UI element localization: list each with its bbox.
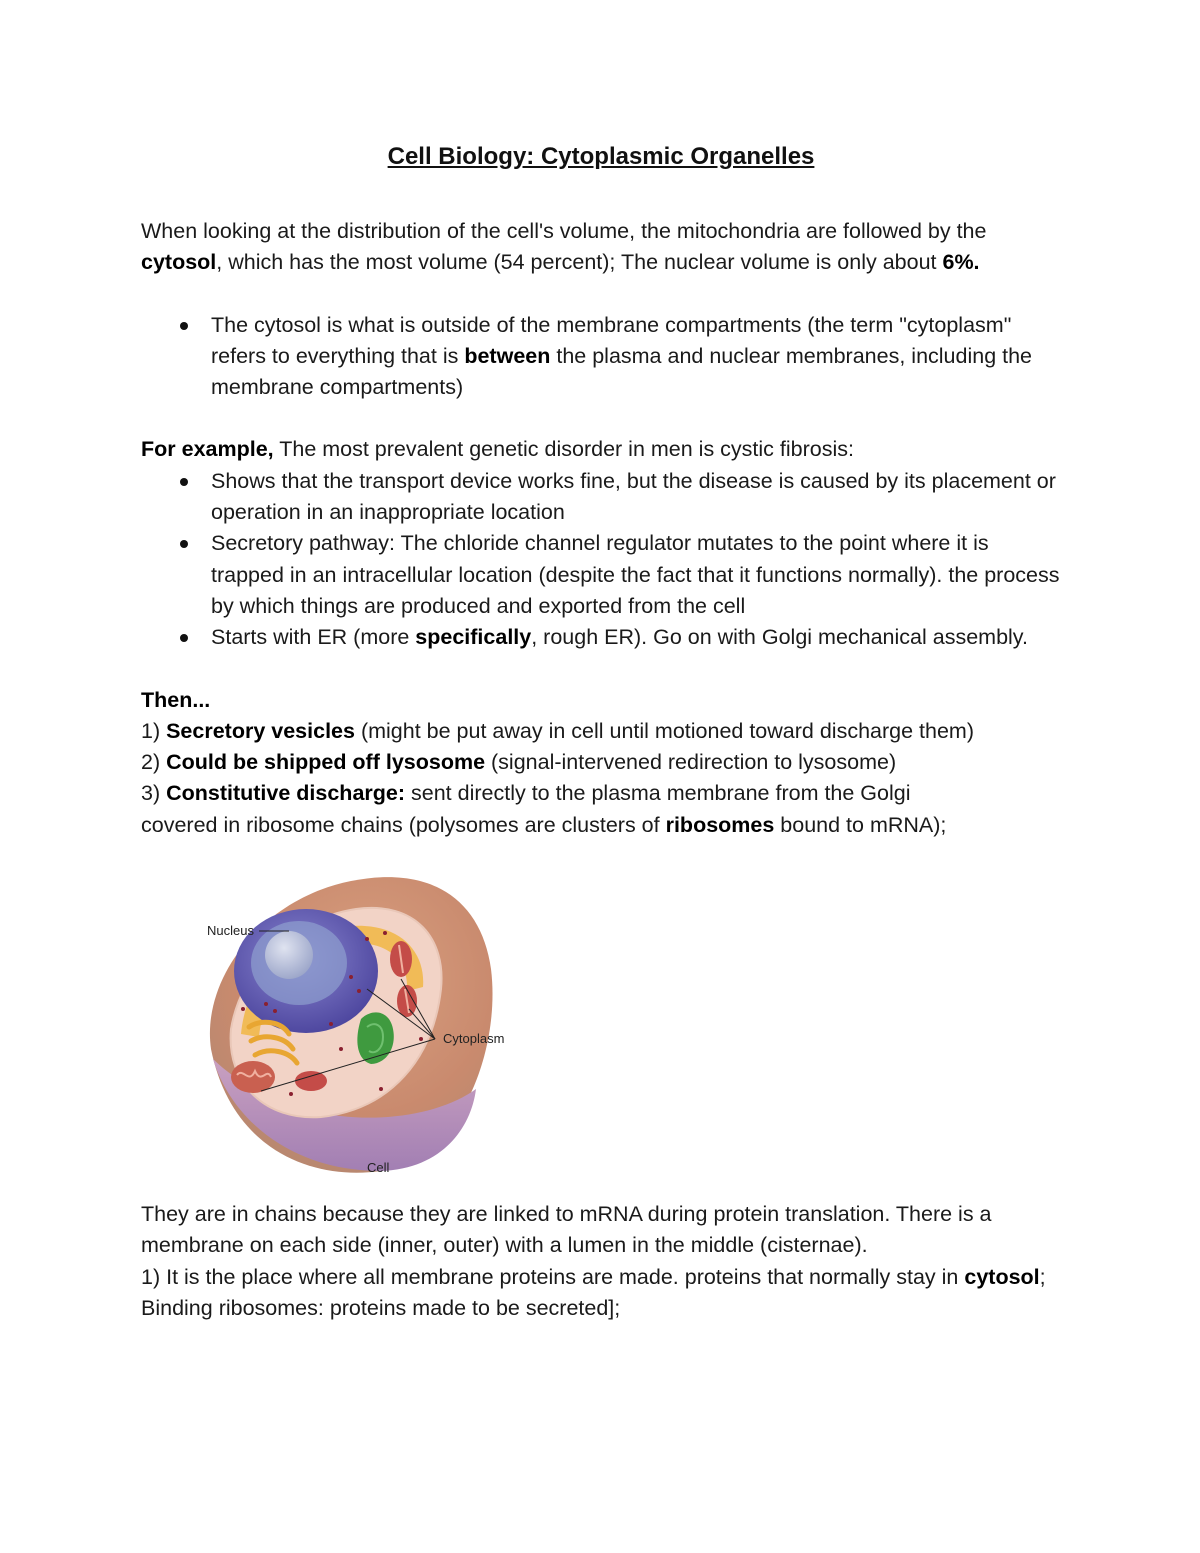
then-item-3: 3) Constitutive discharge: sent directly to the plasma membrane from the Golgi — [141, 781, 911, 806]
page-title: Cell Biology: Cytoplasmic Organelles — [387, 143, 815, 170]
example-bullet-list — [141, 466, 1061, 654]
cell-label: Cell — [367, 1160, 390, 1176]
then-item-1: 1) Secretory vesicles (might be put away in cell until motioned toward discharge them) — [141, 718, 974, 743]
closing-paragraph-1: They are in chains because they are linked to mRNA during protein translation. There is a membrane on each side (inner, outer) with a lumen in the middle (cisternae). — [141, 1202, 992, 1258]
intro-paragraph: When looking at the distribution of the cell's volume, the mitochondria are followed by the cytosol, which has the most volume (54 percent); The nuclear volume is only about 6%. — [141, 219, 987, 275]
list-item: Secretory pathway: The chloride channel regulator mutates to the point where it is trapped in an intracellular location (despite the fact that it functions normally). the process by which things are produced and exported from the cell — [141, 528, 1061, 622]
list-item: The cytosol is what is outside of the membrane compartments (the term "cytoplasm" refers to everything that is between the plasma and nuclear membranes, including the membrane compartments) — [141, 310, 1061, 404]
document-page — [141, 136, 1061, 1324]
cytosol-bullet-list — [141, 310, 1061, 404]
example-paragraph: For example, The most prevalent genetic disorder in men is cystic fibrosis: — [141, 437, 854, 462]
mitochondrion-bottom — [295, 1071, 327, 1091]
nucleus-label: Nucleus — [207, 923, 254, 939]
then-item-2: 2) Could be shipped off lysosome (signal-intervened redirection to lysosome) — [141, 750, 897, 775]
nucleolus-shape — [265, 931, 313, 979]
cytoplasm-label: Cytoplasm — [443, 1031, 505, 1047]
then-heading: Then... — [141, 687, 211, 712]
closing-paragraph-2: 1) It is the place where all membrane proteins are made. proteins that normally stay in cytosol; Binding ribosomes: proteins made to be secreted]; — [141, 1264, 1046, 1320]
cell-diagram-figure — [171, 859, 591, 1179]
mitochondrion-lower-left — [231, 1061, 275, 1093]
covered-paragraph: covered in ribosome chains (polysomes are clusters of ribosomes bound to mRNA); — [141, 812, 947, 837]
list-item: Shows that the transport device works fine, but the disease is caused by its placement or operation in an inappropriate location — [141, 466, 1061, 529]
cell-illustration — [171, 859, 591, 1179]
list-item: Starts with ER (more specifically, rough ER). Go on with Golgi mechanical assembly. — [141, 622, 1061, 653]
